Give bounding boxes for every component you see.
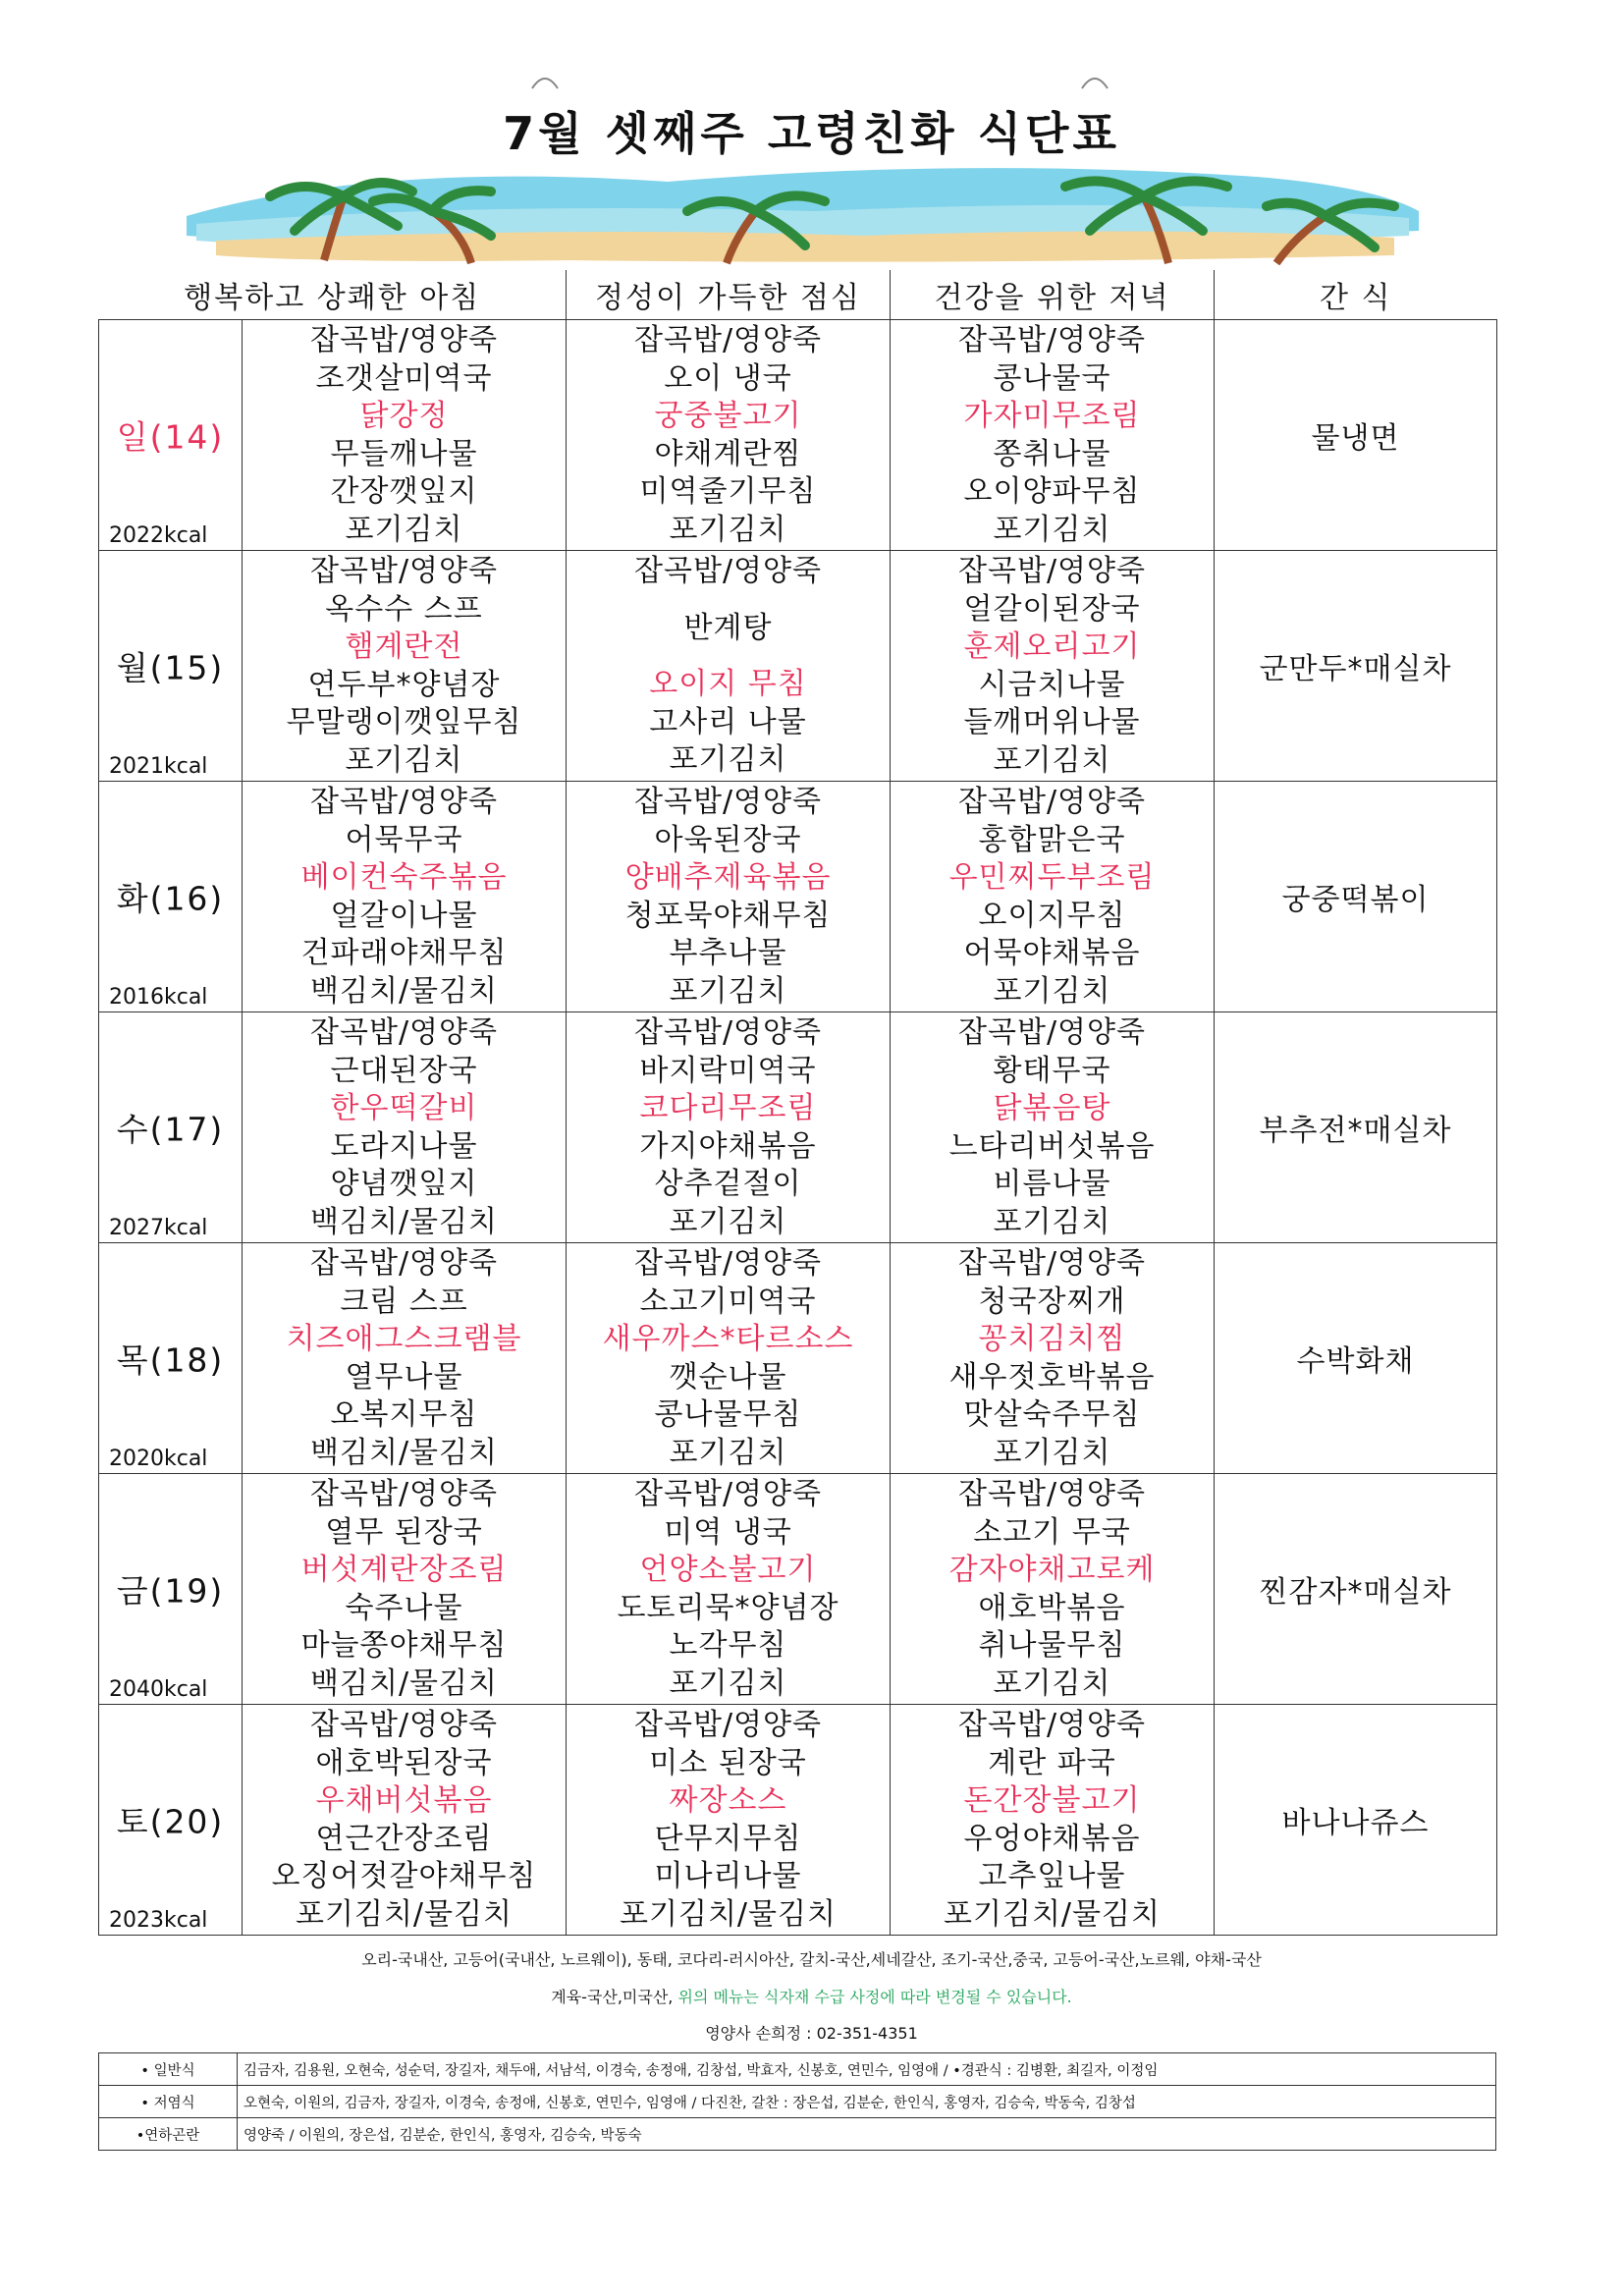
menu-item: 취나물무침: [978, 1628, 1126, 1663]
main-dish-item: 오이지 무침: [649, 667, 807, 701]
lunch-cell: [567, 551, 891, 782]
menu-item: 포기김치: [669, 1204, 787, 1239]
lunch-list: [567, 1707, 890, 1934]
weekly-menu-table: [98, 270, 1497, 1936]
breakfast-list: [243, 1707, 566, 1934]
menu-item: 비름나물: [993, 1167, 1111, 1201]
origin-notice-2: [0, 1985, 1623, 2007]
kcal-label: 2040kcal: [109, 1677, 208, 1702]
menu-item: 숙주나물: [345, 1590, 463, 1625]
menu-item: 연근간장조림: [315, 1821, 493, 1856]
dinner-cell: [891, 782, 1215, 1012]
table-row: [99, 1243, 1497, 1474]
main-dish-item: 언양소불고기: [639, 1553, 817, 1587]
menu-item: 옥수수 스프: [325, 591, 483, 627]
kcal-label: 2021kcal: [109, 754, 208, 779]
snack-cell: 수박화채: [1215, 1243, 1497, 1474]
menu-item: 잡곡밥/영양죽: [634, 1015, 822, 1050]
main-dish-item: 베이컨숙주볶음: [300, 860, 508, 895]
snack-cell: 궁중떡볶이: [1215, 782, 1497, 1012]
day-cell: [99, 320, 243, 551]
main-dish-item: 햄계란전: [345, 629, 463, 664]
menu-item: 홍합맑은국: [978, 822, 1126, 857]
main-dish-item: 닭볶음탕: [993, 1091, 1111, 1125]
menu-item: 잡곡밥/영양죽: [634, 554, 822, 588]
menu-item: 오이지무침: [978, 898, 1126, 933]
menu-item: 콩나물국: [993, 360, 1111, 396]
menu-item: 잡곡밥/영양죽: [310, 1246, 498, 1281]
menu-item: 잡곡밥/영양죽: [310, 554, 498, 588]
breakfast-list: [243, 1476, 566, 1703]
menu-item: 열무 된장국: [325, 1514, 483, 1550]
lunch-cell: [567, 1243, 891, 1474]
menu-item: 잡곡밥/영양죽: [634, 1477, 822, 1511]
day-label: 금(19): [116, 1571, 225, 1611]
diet-type-names: 김금자, 김용원, 오현숙, 성순덕, 장길자, 채두애, 서남석, 이경숙, 송정애, 김창섭, 박효자, 신봉호, 연민수, 임영애 / •경관식 : 김병환, 최길자, 이정임: [238, 2053, 1496, 2086]
menu-item: 잡곡밥/영양죽: [958, 785, 1146, 819]
dinner-list: [891, 1707, 1214, 1934]
main-dish-item: 궁중불고기: [654, 399, 802, 433]
lunch-list: [567, 784, 890, 1011]
menu-item: 포기김치: [669, 1666, 787, 1701]
lunch-list: [567, 1476, 890, 1703]
menu-item: 오이 냉국: [664, 360, 792, 396]
diet-type-names: 오현숙, 이원의, 김금자, 장길자, 이경숙, 송정애, 신봉호, 연민수, 임영애 / 다진찬, 갈찬 : 장은섭, 김분순, 한인식, 홍영자, 김승숙, 박동숙, 김창섭: [238, 2086, 1496, 2118]
menu-item: 어묵무국: [345, 822, 463, 857]
menu-item: 잡곡밥/영양죽: [310, 323, 498, 357]
diet-type-label: •연하곤란: [99, 2118, 238, 2151]
breakfast-list: [243, 1014, 566, 1241]
beach-banner-image: [177, 157, 1424, 265]
menu-item: 근대된장국: [330, 1053, 478, 1088]
menu-item: 포기김치: [993, 1666, 1111, 1701]
table-row: [99, 551, 1497, 782]
dinner-list: [891, 784, 1214, 1011]
dinner-cell: [891, 1474, 1215, 1705]
main-dish-item: 코다리무조림: [639, 1091, 817, 1125]
menu-item: 포기김치: [993, 1435, 1111, 1470]
menu-item: 오징어젓갈야채무침: [271, 1859, 537, 1893]
hook-icon: [530, 71, 560, 90]
table-row: [99, 1705, 1497, 1936]
menu-item: 쫑취나물: [993, 436, 1111, 471]
menu-item: 포기김치: [669, 1435, 787, 1470]
snack-cell: 찐감자*매실차: [1215, 1474, 1497, 1705]
day-label: 월(15): [116, 648, 225, 687]
menu-item: 잡곡밥/영양죽: [634, 1246, 822, 1281]
menu-item: 잡곡밥/영양죽: [958, 1477, 1146, 1511]
table-row: [99, 782, 1497, 1012]
diet-type-names: 영양죽 / 이원의, 장은섭, 김분순, 한인식, 홍영자, 김승숙, 박동숙: [238, 2118, 1496, 2151]
menu-item: 맛살숙주무침: [963, 1397, 1141, 1432]
menu-item: 콩나물무침: [654, 1397, 802, 1432]
hook-icon: [1080, 71, 1109, 90]
table-row: [99, 2053, 1496, 2086]
menu-item: 무말랭이깻잎무침: [286, 705, 522, 739]
header-breakfast: 행복하고 상쾌한 아침: [99, 270, 567, 320]
kcal-label: 2023kcal: [109, 1908, 208, 1933]
dinner-cell: [891, 1243, 1215, 1474]
main-dish-item: 감자야채고로케: [948, 1553, 1156, 1587]
menu-item: 포기김치: [993, 742, 1111, 778]
menu-item: 상추겉절이: [654, 1167, 802, 1201]
day-label: 일(14): [116, 417, 225, 457]
diet-type-label: • 일반식: [99, 2053, 238, 2086]
breakfast-cell: [243, 551, 567, 782]
day-cell: [99, 1705, 243, 1936]
menu-item: 포기김치/물김치: [296, 1896, 513, 1932]
menu-item: 양념깻잎지: [330, 1167, 478, 1201]
menu-item: 얼갈이된장국: [963, 591, 1141, 627]
dinner-list: [891, 1245, 1214, 1472]
menu-item: 아욱된장국: [654, 822, 802, 857]
table-row: [99, 320, 1497, 551]
menu-item: 열무나물: [345, 1359, 463, 1394]
menu-item: 잡곡밥/영양죽: [958, 1246, 1146, 1281]
dinner-cell: [891, 1705, 1215, 1936]
menu-item: 계란 파국: [988, 1745, 1116, 1780]
main-dish-item: 가자미무조림: [963, 399, 1141, 433]
menu-item: 잡곡밥/영양죽: [958, 554, 1146, 588]
menu-item: 깻순나물: [669, 1359, 787, 1394]
menu-item: 포기김치: [993, 973, 1111, 1009]
menu-item: 새우젓호박볶음: [948, 1359, 1156, 1394]
header-dinner: 건강을 위한 저녁: [891, 270, 1215, 320]
breakfast-cell: [243, 1474, 567, 1705]
menu-item: 청포묵야채무침: [624, 898, 832, 933]
menu-item: 잡곡밥/영양죽: [310, 1708, 498, 1742]
menu-item: 크림 스프: [340, 1284, 468, 1319]
spacer: [567, 591, 890, 610]
menu-item: 느타리버섯볶음: [948, 1128, 1156, 1164]
day-cell: [99, 782, 243, 1012]
dinner-list: [891, 322, 1214, 549]
menu-item: 애호박볶음: [978, 1590, 1126, 1625]
main-dish-item: 양배추제육볶음: [624, 860, 832, 895]
breakfast-list: [243, 784, 566, 1011]
snack-cell: 바나나쥬스: [1215, 1705, 1497, 1936]
menu-item: 포기김치: [669, 973, 787, 1009]
menu-item: 잡곡밥/영양죽: [310, 1015, 498, 1050]
menu-item: 부추나물: [669, 936, 787, 970]
menu-item: 어묵야채볶음: [963, 936, 1141, 970]
snack-cell: 부추전*매실차: [1215, 1012, 1497, 1243]
menu-item: 시금치나물: [978, 667, 1126, 702]
menu-item: 연두부*양념장: [307, 667, 501, 702]
menu-item: 마늘쫑야채무침: [300, 1628, 508, 1663]
menu-item: 미역 냉국: [664, 1514, 792, 1550]
kcal-label: 2016kcal: [109, 985, 208, 1010]
dietitian-contact: 영양사 손희정 : 02-351-4351: [705, 2024, 918, 2043]
breakfast-cell: [243, 320, 567, 551]
menu-item: 미역줄기무침: [639, 474, 817, 509]
menu-item: 조갯살미역국: [315, 360, 493, 396]
menu-item: 포기김치: [669, 742, 787, 777]
menu-body: [99, 320, 1497, 1936]
spacer: [567, 647, 890, 666]
day-label: 토(20): [116, 1802, 225, 1841]
menu-item: 건파래야채무침: [300, 936, 508, 970]
menu-item: 포기김치: [345, 742, 463, 778]
table-row: [99, 1474, 1497, 1705]
lunch-cell: [567, 1012, 891, 1243]
menu-item: 소고기 무국: [973, 1514, 1131, 1550]
menu-item: 잡곡밥/영양죽: [958, 1708, 1146, 1742]
main-dish-item: 돈간장불고기: [963, 1783, 1141, 1818]
breakfast-cell: [243, 1705, 567, 1936]
table-row: [99, 2118, 1496, 2151]
menu-item: 황태무국: [993, 1053, 1111, 1088]
lunch-cell: [567, 1474, 891, 1705]
main-dish-item: 우민찌두부조림: [948, 860, 1156, 895]
main-dish-item: 닭강정: [359, 399, 449, 433]
lunch-list: [567, 1014, 890, 1241]
breakfast-cell: [243, 782, 567, 1012]
dinner-list: [891, 1014, 1214, 1241]
menu-item: 청국장찌개: [978, 1284, 1126, 1319]
table-row: [99, 1012, 1497, 1243]
menu-item: 잡곡밥/영양죽: [634, 323, 822, 357]
lunch-cell: [567, 782, 891, 1012]
lunch-cell: [567, 1705, 891, 1936]
menu-item: 잡곡밥/영양죽: [958, 1015, 1146, 1050]
menu-item: 오복지무침: [330, 1397, 478, 1432]
menu-item: 고추잎나물: [978, 1859, 1126, 1893]
lunch-cell: [567, 320, 891, 551]
menu-item: 미소 된장국: [649, 1745, 807, 1780]
menu-item: 포기김치/물김치: [944, 1896, 1161, 1932]
menu-item: 노각무침: [669, 1628, 787, 1663]
menu-item: 잡곡밥/영양죽: [634, 785, 822, 819]
dinner-cell: [891, 320, 1215, 551]
header-lunch: 정성이 가득한 점심: [567, 270, 891, 320]
breakfast-cell: [243, 1243, 567, 1474]
menu-item: 잡곡밥/영양죽: [310, 785, 498, 819]
menu-item: 포기김치: [993, 1204, 1111, 1239]
menu-item: 포기김치: [669, 512, 787, 547]
main-dish-item: 버섯계란장조림: [300, 1553, 508, 1587]
day-cell: [99, 1012, 243, 1243]
diet-type-table: [98, 2052, 1496, 2151]
menu-item: 잡곡밥/영양죽: [634, 1708, 822, 1742]
breakfast-cell: [243, 1012, 567, 1243]
main-dish-item: 꽁치김치찜: [978, 1322, 1126, 1356]
menu-item: 도토리묵*양념장: [617, 1590, 839, 1625]
menu-item: 단무지무침: [654, 1821, 802, 1856]
dinner-list: [891, 553, 1214, 780]
day-label: 목(18): [116, 1340, 225, 1380]
main-dish-item: 치즈애그스크램블: [286, 1322, 522, 1356]
menu-item: 도라지나물: [330, 1128, 478, 1164]
main-dish-item: 훈제오리고기: [963, 629, 1141, 664]
breakfast-list: [243, 322, 566, 549]
menu-item: 고사리 나물: [649, 704, 807, 739]
menu-item: 포기김치: [345, 512, 463, 547]
day-cell: [99, 1243, 243, 1474]
menu-header-row: [99, 270, 1497, 320]
menu-item: 무들깨나물: [330, 436, 478, 471]
menu-item: 얼갈이나물: [330, 898, 478, 933]
dinner-list: [891, 1476, 1214, 1703]
menu-item: 바지락미역국: [639, 1053, 817, 1088]
menu-item: 백김치/물김치: [310, 1204, 498, 1239]
menu-item: 포기김치: [993, 512, 1111, 547]
menu-item: 백김치/물김치: [310, 1666, 498, 1701]
menu-item: 우엉야채볶음: [963, 1821, 1141, 1856]
day-cell: [99, 1474, 243, 1705]
menu-item: 소고기미역국: [639, 1284, 817, 1319]
menu-item: 간장깻잎지: [330, 474, 478, 509]
menu-item: 들깨머위나물: [963, 705, 1141, 739]
breakfast-list: [243, 1245, 566, 1472]
menu-item: 오이양파무침: [963, 474, 1141, 509]
page-title: 7월 셋째주 고령친화 식단표: [503, 107, 1120, 160]
table-row: [99, 2086, 1496, 2118]
kcal-label: 2022kcal: [109, 523, 208, 548]
menu-item: 미나리나물: [654, 1859, 802, 1893]
menu-item: 애호박된장국: [315, 1745, 493, 1780]
day-label: 화(16): [116, 879, 225, 918]
origin-notice: 오리-국내산, 고등어(국내산, 노르웨이), 동태, 코다리-러시아산, 갈치-국산,세네갈산, 조기-국산,중국, 고등어-국산,노르웨, 야채-국산: [361, 1950, 1262, 1969]
snack-cell: 물냉면: [1215, 320, 1497, 551]
breakfast-list: [243, 553, 566, 780]
menu-item: 반계탕: [683, 610, 773, 645]
menu-item: 백김치/물김치: [310, 973, 498, 1009]
menu-item: 잡곡밥/영양죽: [310, 1477, 498, 1511]
menu-change-notice: 위의 메뉴는 식자재 수급 사정에 따라 변경될 수 있습니다.: [677, 1988, 1072, 2006]
lunch-list: [567, 1245, 890, 1472]
menu-item: 잡곡밥/영양죽: [958, 323, 1146, 357]
lunch-list: [567, 553, 890, 780]
diet-type-label: • 저염식: [99, 2086, 238, 2118]
main-dish-item: 짜장소스: [669, 1783, 787, 1818]
main-dish-item: 우채버섯볶음: [315, 1783, 493, 1818]
day-label: 수(17): [116, 1110, 225, 1149]
lunch-list: [567, 322, 890, 549]
kcal-label: 2020kcal: [109, 1447, 208, 1471]
main-dish-item: 새우까스*타르소스: [602, 1322, 854, 1356]
main-dish-item: 한우떡갈비: [330, 1091, 478, 1125]
menu-item: 포기김치/물김치: [620, 1896, 837, 1932]
menu-item: 야채계란찜: [654, 436, 802, 471]
snack-cell: 군만두*매실차: [1215, 551, 1497, 782]
menu-item: 가지야채볶음: [639, 1128, 817, 1164]
dinner-cell: [891, 551, 1215, 782]
day-cell: [99, 551, 243, 782]
dinner-cell: [891, 1012, 1215, 1243]
header-snack: 간 식: [1215, 270, 1497, 320]
origin-notice-text: 계육-국산,미국산,: [551, 1988, 678, 2006]
kcal-label: 2027kcal: [109, 1216, 208, 1240]
menu-item: 백김치/물김치: [310, 1435, 498, 1470]
